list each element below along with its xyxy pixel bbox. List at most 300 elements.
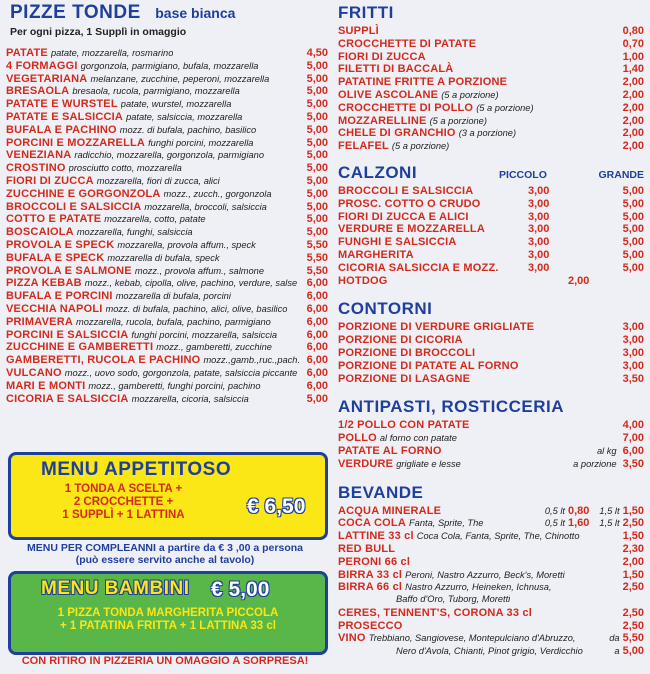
item-price: 1,00 [622,50,644,63]
item-prices [623,581,644,593]
item-name: PATATE E SALSICCIA [6,110,124,123]
item-unit: a porzione [573,458,617,469]
item-price: 1,40 [622,63,644,76]
item-price: 6,00 [306,328,328,341]
item-name: PATATE AL FORNO [338,444,442,457]
menu-bambini-line: 1 PIZZA TONDA MARGHERITA PICCOLA [57,607,279,619]
pizza-row [6,213,328,226]
item-price: 6,00 [306,277,328,290]
item-desc: funghi porcini, mozzarella [148,137,254,148]
item-price: 0,80 [568,504,590,517]
calzoni-hotdog-row [338,275,644,288]
item-price-large: 5,00 [622,261,644,274]
item-price: 5,50 [306,251,328,264]
item-price: 5,00 [306,162,328,175]
item-name: VECCHIA NAPOLI [6,302,103,315]
item-name: VINO [338,632,366,645]
pizza-row [6,316,328,329]
item-price: 5,00 [306,98,328,111]
item-price: 2,00 [622,101,644,114]
item-name: COTTO E PATATE [6,213,102,226]
item-desc: mozz., gamberetti, funghi porcini, pachino [88,380,261,391]
item-price: 5,00 [306,72,328,85]
bevande-row [338,517,644,530]
pizze-list [6,47,328,405]
menu-appetitoso-lines [11,483,236,522]
item-price-small: 3,00 [528,184,550,197]
item-name: 4 FORMAGGI [6,59,78,72]
calzoni-header [338,163,644,185]
item-price: 2,00 [622,555,644,568]
pizza-row [6,226,328,239]
antipasti-title: ANTIPASTI, ROSTICCERIA [338,397,565,417]
item-price: 2,50 [622,606,644,619]
item-desc: mozzarella di bufala, speck [107,252,220,263]
fritti-row [338,25,644,38]
item-price-large: 5,00 [622,223,644,236]
item-name: ZUCCHINE E GORGONZOLA [6,187,161,200]
fritti-row [338,102,644,115]
item-name: PORZIONE DI PATATE AL FORNO [338,359,519,372]
item-name: ZUCCHINE E GAMBERETTI [6,341,154,354]
item-name: PIZZA KEBAB [6,277,82,290]
fritti-title: FRITTI [338,3,394,22]
bevande-title: BEVANDE [338,482,424,502]
item-size: 1,5 lt [599,518,620,529]
item-price: 5,00 [306,85,328,98]
menu-bambini-title: MENU BAMBINI [41,578,190,599]
item-name: PERONI 66 cl [338,555,411,568]
item-prices [614,645,644,657]
menu-bambini-line: + 1 PATATINA FRITTA + 1 LATTINA 33 cl [60,620,276,632]
item-name: RED BULL [338,542,396,555]
item-name: MARGHERITA [338,248,414,261]
item-price: 5,00 [306,110,328,123]
item-name: CROSTINO [6,162,66,175]
bevande-row [338,505,644,518]
item-name: MOZZARELLINE [338,114,427,127]
item-name: PORZIONE DI LASAGNE [338,372,471,385]
pizza-row [6,162,328,175]
item-name: PRIMAVERA [6,315,73,328]
item-desc: Trebbiano, Sangiovese, Montepulciano d'Abruzzo, [368,633,576,644]
item-desc: prosciutto cotto, mozzarella [68,163,182,174]
pizza-row [6,393,328,406]
item-name: PORZIONE DI BROCCOLI [338,346,476,359]
item-desc: mozz.,gamb.,ruc.,pach. [203,355,301,366]
contorni-list [338,321,644,385]
antipasti-row [338,419,644,432]
item-price: 3,00 [622,346,644,359]
item-desc: mozz., gamberetti, zucchine [156,342,272,353]
item-price: 5,00 [306,149,328,162]
item-price: 7,00 [622,432,644,445]
antipasti-list [338,419,644,470]
menu-appetitoso-line: 1 TONDA A SCELTA + [64,483,183,495]
item-size: 1,5 lt [599,505,620,516]
item-price: 2,50 [622,517,644,530]
item-desc: grigliate e lesse [396,458,461,469]
item-price: 5,50 [306,238,328,251]
item-price: 5,00 [306,213,328,226]
item-desc: melanzane, zucchine, peperoni, mozzarella [90,73,270,84]
item-price: 2,00 [622,140,644,153]
item-name: PORCINI E SALSICCIA [6,328,129,341]
item-prices [623,620,644,632]
item-name: VENEZIANA [6,149,72,162]
item-prices [623,556,644,568]
item-name: PORZIONE DI VERDURE GRIGLIATE [338,321,535,334]
bevande-row [338,543,644,556]
pizza-row [6,354,328,367]
item-name: VERDURE E MOZZARELLA [338,223,485,236]
item-name: PORZIONE DI CICORIA [338,334,463,347]
item-desc: Fanta, Sprite, The [409,518,484,529]
item-price: 2,00 [622,127,644,140]
item-desc: mozzarella, cotto, patate [104,214,206,225]
item-desc: Coca Cola, Fanta, Sprite, The, Chinotto [416,531,580,542]
bevande-row [338,569,644,582]
bevande-row [338,645,644,658]
item-price-large: 5,00 [622,236,644,249]
item-name: CHELE DI GRANCHIO [338,127,456,140]
item-price: 6,00 [306,341,328,354]
bevande-row [338,581,644,594]
item-price: 1,60 [568,517,590,530]
pizza-row [6,277,328,290]
calzone-row [338,198,644,211]
pizza-row [6,47,328,60]
item-desc: radicchio, mozzarella, gorgonzola, parmigiano [74,150,265,161]
item-prices [623,569,644,581]
item-price-small: 3,00 [528,248,550,261]
item-price: 1,50 [622,568,644,581]
item-desc: Peroni, Nastro Azzurro, Beck's, Moretti [405,569,565,580]
item-name: CROCCHETTE DI PATATE [338,37,477,50]
item-price: 0,70 [622,37,644,50]
pizza-row [6,124,328,137]
item-price: 2,00 [568,274,590,287]
calzone-row [338,223,644,236]
item-price: 5,00 [306,187,328,200]
compleanni-line: MENU PER COMPLEANNI a partire da € 3 ,00 a persona [27,542,303,554]
calzoni-col-small: PICCOLO [499,168,547,181]
calzoni-list [338,185,644,275]
pizza-row [6,252,328,265]
item-desc: mozzarella di bufala, porcini [115,291,231,302]
pizze-header [10,2,328,24]
item-price: 6,00 [622,444,644,457]
item-price-small: 3,00 [528,261,550,274]
item-price: 5,00 [306,200,328,213]
item-price: 1,50 [622,504,644,517]
item-desc: patate, salsiccia, mozzarella [126,111,243,122]
pizza-row [6,60,328,73]
pizza-row [6,380,328,393]
menu-appetitoso-line: 2 CROCCHETTE + [73,496,174,508]
item-name: VERDURE [338,457,394,470]
item-price: 5,00 [622,645,644,658]
item-name: PATATE [6,47,48,59]
item-name: CICORIA SALSICCIA E MOZZ. [338,261,499,274]
contorni-row [338,321,644,334]
item-price: 3,50 [622,457,644,470]
pizza-row [6,188,328,201]
item-prices [623,607,644,619]
item-desc: mozz., zucch., gorgonzola [163,188,272,199]
item-desc: Nero d'Avola, Chianti, Pinot grigio, Verdicchio [396,646,583,657]
item-desc: (5 a porzione) [391,141,450,152]
item-price: 3,00 [622,334,644,347]
contorni-title: CONTORNI [338,299,433,319]
pizza-row [6,341,328,354]
pizza-row [6,175,328,188]
item-name: FIORI DI ZUCCA [338,50,426,63]
pizze-note: Per ogni pizza, 1 Supplì in omaggio [10,26,187,38]
item-desc: (5 a porzione) [429,115,487,126]
bevande-row [338,530,644,543]
item-name: 1/2 POLLO CON PATATE [338,419,470,432]
pizze-subtitle: base bianca [155,5,236,21]
item-desc: mozz. di bufala, pachino, basilico [119,124,257,135]
item-name: PATATE E WURSTEL [6,98,118,111]
item-desc: Nastro Azzurro, Heineken, Ichnusa, [405,582,552,593]
fritti-row [338,89,644,102]
pizza-row [6,98,328,111]
item-name: LATTINE 33 cl [338,530,414,543]
item-price: 2,50 [622,581,644,594]
item-price: 6,00 [306,379,328,392]
pizza-row [6,111,328,124]
item-price: 6,00 [306,302,328,315]
contorni-row [338,347,644,360]
menu-bambini-price: € 5,00 [211,578,270,601]
item-name: FIORI DI ZUCCA [6,174,94,187]
item-name: SUPPLÌ [338,25,379,37]
item-desc: bresaola, rucola, parmigiano, mozzarella [72,86,240,97]
fritti-row [338,76,644,89]
item-price: 2,50 [622,619,644,632]
pizza-row [6,239,328,252]
item-name: FIORI DI ZUCCA E ALICI [338,210,469,223]
item-name: BIRRA 66 cl [338,581,403,594]
antipasti-row [338,432,644,445]
item-desc: mozz., uovo sodo, gorgonzola, patate, salsiccia piccante [64,367,298,378]
item-name: HOTDOG [338,274,388,287]
fritti-row [338,115,644,128]
pizza-row [6,265,328,278]
pizza-row [6,137,328,150]
item-price: 4,50 [306,47,328,59]
antipasti-row [338,458,644,471]
fritti-row [338,38,644,51]
item-price: 6,00 [306,366,328,379]
item-desc: patate, mozzarella, rosmarino [50,48,174,58]
bevande-row [338,594,644,607]
item-price: 5,50 [306,264,328,277]
pizza-row [6,367,328,380]
item-desc: (5 a porzione) [441,89,499,100]
item-price: 2,00 [622,76,644,89]
item-price: 5,00 [306,123,328,136]
item-name: COCA COLA [338,517,406,530]
item-price: 5,00 [306,392,328,405]
item-name: CICORIA E SALSICCIA [6,392,129,405]
menu-appetitoso-line: 1 SUPPLÌ + 1 LATTINA [62,509,185,521]
bevande-row [338,632,644,645]
contorni-row [338,373,644,386]
item-name: FELAFEL [338,140,389,153]
item-price-small: 3,00 [528,223,550,236]
item-price: 5,00 [306,59,328,72]
item-name: BIRRA 33 cl [338,568,403,581]
bevande-row [338,620,644,633]
fritti-list [338,25,644,153]
antipasti-row [338,445,644,458]
item-unit: al kg [596,445,617,456]
item-name: ACQUA MINERALE [338,504,442,517]
item-name: BUFALA E PACHINO [6,123,117,136]
fritti-row [338,63,644,76]
item-name: PATATINE FRITTE A PORZIONE [338,76,508,89]
item-name: BOSCAIOLA [6,226,74,239]
bevande-row [338,607,644,620]
item-desc: mozzarella, provola affum., speck [117,239,256,250]
item-name: CROCCHETTE DI POLLO [338,101,474,114]
bevande-row [338,556,644,569]
item-name: OLIVE ASCOLANE [338,88,439,101]
item-desc: mozzarella, rucola, bufala, pachino, parmigiano [76,316,271,327]
item-desc: mozzarella, fiori di zucca, alici [96,175,220,186]
pizza-row [6,303,328,316]
item-price: 2,00 [622,114,644,127]
item-desc: funghi porcini, mozzarella, salsiccia [131,329,278,340]
item-size: 0,5 lt [544,505,565,516]
item-price: 3,50 [622,372,644,385]
item-name: PROVOLA E SALMONE [6,264,132,277]
item-name: PORCINI E MOZZARELLA [6,136,146,149]
item-price: 0,80 [622,25,644,37]
item-size: a [614,646,620,657]
item-name: BUFALA E SPECK [6,251,105,264]
menu-appetitoso-price: € 6,50 [247,495,306,518]
right-column [338,0,644,658]
item-name: BROCCOLI E SALSICCIA [6,200,142,213]
item-price: 4,00 [622,419,644,432]
pizza-row [6,201,328,214]
menu-bambini-box [8,571,328,655]
item-name: MARI E MONTI [6,379,86,392]
item-price-small: 3,00 [528,236,550,249]
compleanni-line: (può essere servito anche al tavolo) [75,554,255,566]
pizza-row [6,85,328,98]
item-prices [609,632,644,644]
calzoni-title: CALZONI [338,162,418,182]
item-desc: mozz., provola affum., salmone [134,265,265,276]
item-name: BROCCOLI E SALSICCIA [338,184,474,197]
item-price-large: 5,00 [622,210,644,223]
item-price: 2,00 [622,88,644,101]
item-price-small: 3,00 [528,210,550,223]
pizze-title: PIZZE TONDE [10,2,141,23]
item-name: FILETTI DI BACCALÀ [338,63,454,76]
item-size: 0,5 lt [544,518,565,529]
pizza-row [6,73,328,86]
item-price: 2,30 [622,542,644,555]
item-price: 5,00 [306,174,328,187]
item-desc: mozz., kebab, cipolla, olive, pachino, verdure, salse [84,278,298,289]
calzone-row [338,249,644,262]
item-size: da [609,633,620,644]
item-name: PROVOLA E SPECK [6,238,115,251]
item-name: PROSECCO [338,619,403,632]
item-name: BUFALA E PORCINI [6,290,113,303]
item-desc: al forno con patate [379,433,457,444]
item-name: GAMBERETTI, RUCOLA E PACHINO [6,354,201,367]
contorni-row [338,360,644,373]
menu-appetitoso-title: MENU APPETITOSO [41,459,232,480]
item-prices [623,530,644,542]
item-price-small: 3,00 [528,197,550,210]
pizza-row [6,329,328,342]
item-price: 1,50 [622,530,644,543]
item-name: CERES, TENNENT'S, CORONA 33 cl [338,606,533,619]
item-name: BRESAOLA [6,85,70,98]
item-prices [545,517,644,529]
item-desc: mozzarella, funghi, salsiccia [76,227,193,238]
item-name: POLLO [338,432,377,445]
calzone-row [338,236,644,249]
item-desc: gorgonzola, parmigiano, bufala, mozzarella [80,60,259,71]
pizza-row [6,149,328,162]
calzone-row [338,185,644,198]
fritti-row [338,127,644,140]
calzone-row [338,211,644,224]
item-desc: mozzarella, broccoli, salsiccia [144,201,267,212]
pizza-row [6,290,328,303]
compleanni-note [0,542,330,566]
menu-appetitoso-box [8,452,328,540]
item-price: 5,00 [306,226,328,239]
item-price: 3,00 [622,321,644,334]
item-desc: (5 a porzione) [476,102,534,113]
item-name: VEGETARIANA [6,72,88,85]
item-price: 5,50 [622,632,644,645]
item-price: 5,00 [306,136,328,149]
item-price-large: 5,00 [622,184,644,197]
item-prices [545,505,644,517]
item-desc: patate, wurstel, mozzarella [120,99,232,110]
item-desc: mozz. di bufala, pachino, alici, olive, basilico [105,303,288,314]
fritti-row [338,51,644,64]
item-prices [623,543,644,555]
item-desc: mozzarella, cicoria, salsiccia [131,393,249,404]
calzone-row [338,262,644,275]
item-desc: (3 a porzione) [458,128,517,139]
item-price: 6,00 [306,290,328,303]
item-name: VULCANO [6,366,62,379]
bevande-list [338,505,644,659]
item-price: 6,00 [306,315,328,328]
fritti-row [338,140,644,153]
item-name: FUNGHI E SALSICCIA [338,236,457,249]
item-name: PROSC. COTTO O CRUDO [338,197,481,210]
calzoni-col-large: GRANDE [598,168,644,181]
item-price: 3,00 [622,359,644,372]
pizze-section [6,0,328,405]
item-price: 6,00 [306,354,328,367]
item-desc: Baffo d'Oro, Tuborg, Moretti [396,594,511,605]
